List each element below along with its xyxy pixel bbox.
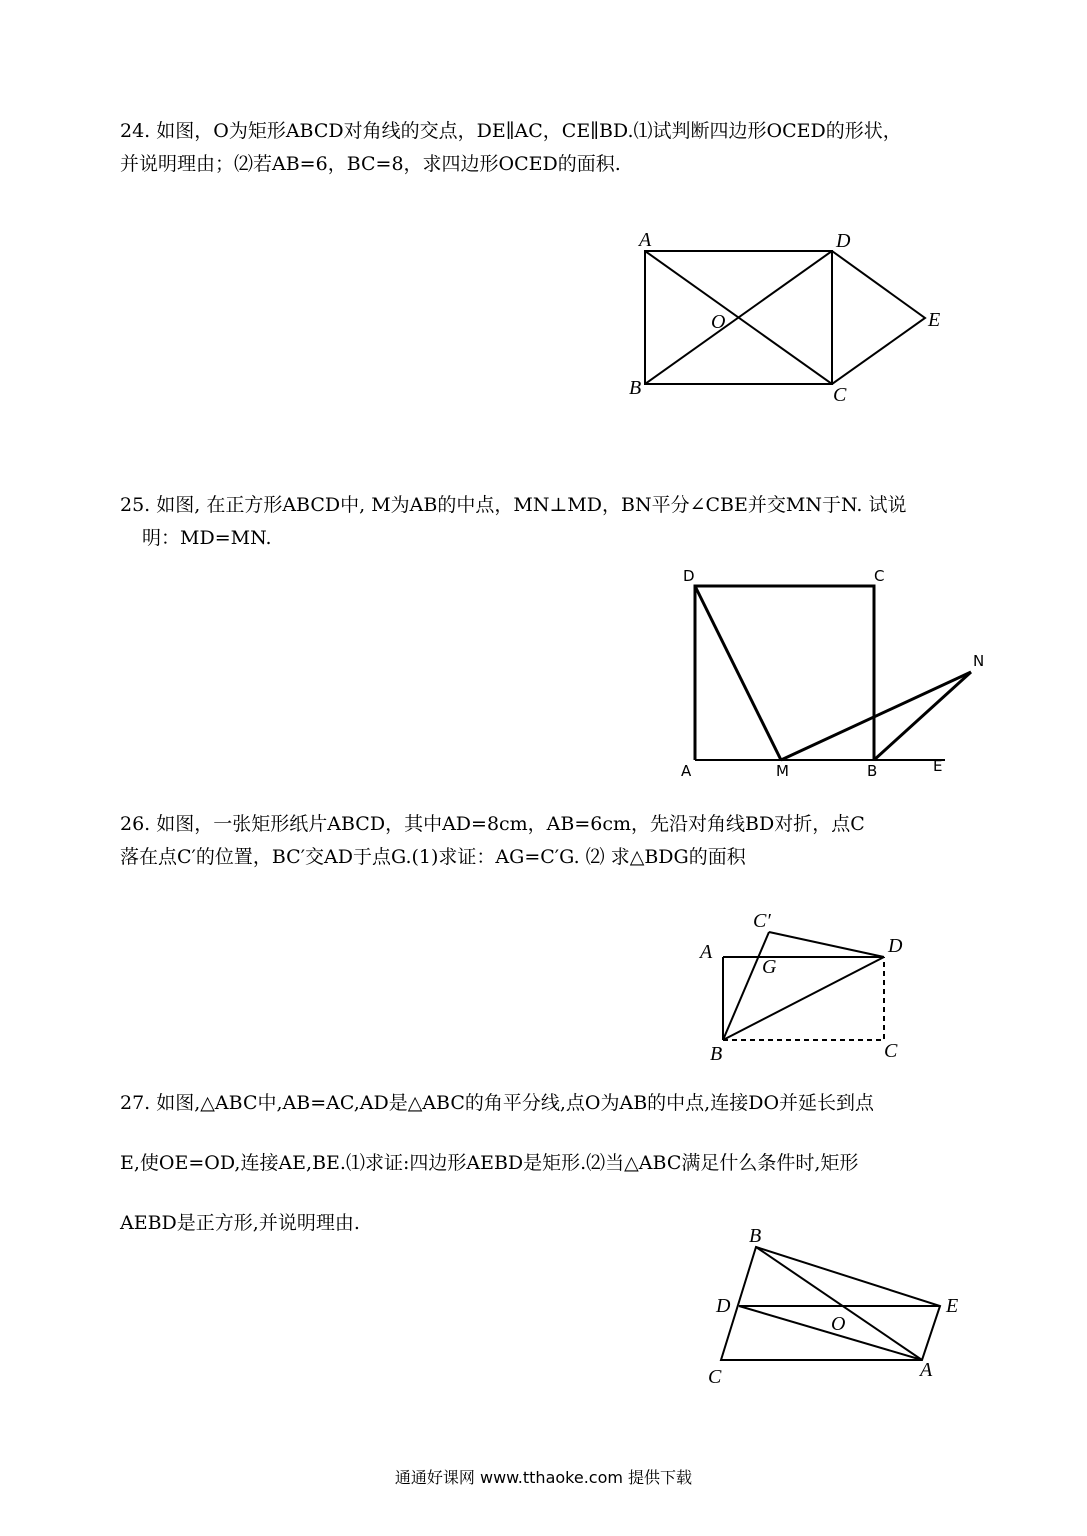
fig25-label-c: C bbox=[874, 567, 885, 585]
fig25-label-m: M bbox=[776, 762, 789, 780]
fig24-label-o: O bbox=[711, 311, 726, 333]
problem-26-line-2: 落在点C′的位置，BC′交AD于点G.(1)求证：AG=C′G. ⑵ 求△BDG的面积 bbox=[120, 846, 746, 868]
segment-ba bbox=[756, 1247, 922, 1360]
fig26-label-a: A bbox=[700, 941, 713, 963]
fig24-label-e: E bbox=[928, 309, 941, 331]
diagonal-bd bbox=[723, 957, 884, 1040]
fig25-label-n: N bbox=[973, 652, 985, 670]
fig26-label-b: B bbox=[710, 1043, 723, 1065]
fig24-label-c: C bbox=[833, 384, 847, 406]
fig24-label-d: D bbox=[836, 230, 851, 252]
problem-27-line-2: E,使OE=OD,连接AE,BE.⑴求证:四边形AEBD是矩形.⑵当△ABC满足什么条件时,矩形 bbox=[120, 1152, 859, 1174]
fig26-label-c-prime: C′ bbox=[753, 910, 771, 932]
outline-b-e-a-c bbox=[721, 1247, 940, 1360]
figure-25 bbox=[695, 586, 971, 760]
figure-26 bbox=[723, 932, 884, 1040]
segment-bc-prime bbox=[723, 932, 769, 1040]
segment-dm bbox=[695, 586, 781, 760]
problem-25-line-2: 明：MD=MN. bbox=[142, 527, 272, 549]
fig24-label-a: A bbox=[639, 229, 652, 251]
segment-mn bbox=[781, 672, 971, 760]
fig27-label-b: B bbox=[749, 1225, 762, 1247]
problem-24-line-1: 24. 如图，O为矩形ABCD对角线的交点，DE∥AC，CE∥BD.⑴试判断四边形OCED的形状， bbox=[120, 120, 902, 142]
fig27-label-e: E bbox=[946, 1295, 959, 1317]
fig24-label-b: B bbox=[629, 377, 642, 399]
problem-27-line-3: AEBD是正方形,并说明理由. bbox=[120, 1212, 360, 1234]
page-footer: 通通好课网 www.tthaoke.com 提供下载 bbox=[394, 1468, 693, 1487]
fig27-label-a: A bbox=[920, 1359, 933, 1381]
problem-27-line-1: 27. 如图,△ABC中,AB=AC,AD是△ABC的角平分线,点O为AB的中点,连接DO并延长到点 bbox=[120, 1092, 875, 1114]
segment-bn bbox=[874, 672, 971, 760]
fig25-label-b: B bbox=[867, 762, 878, 780]
fig26-label-g: G bbox=[762, 956, 777, 978]
segment-c-prime-d bbox=[769, 932, 884, 957]
figure-24 bbox=[645, 251, 925, 384]
figure-27 bbox=[721, 1247, 940, 1360]
fig25-label-d: D bbox=[683, 567, 695, 585]
problem-24-line-2: 并说明理由；⑵若AB=6，BC=8，求四边形OCED的面积. bbox=[120, 153, 621, 175]
fig27-label-d: D bbox=[716, 1295, 731, 1317]
fig27-label-o: O bbox=[831, 1313, 846, 1335]
sides-de-ec bbox=[832, 251, 925, 384]
fig25-label-e: E bbox=[933, 757, 943, 775]
problem-25-line-1: 25. 如图, 在正方形ABCD中, M为AB的中点，MN⊥MD，BN平分∠CBE并交MN于N. 试说 bbox=[120, 494, 907, 516]
fig27-label-c: C bbox=[708, 1366, 722, 1388]
fig26-label-d: D bbox=[888, 935, 903, 957]
fig26-label-c: C bbox=[884, 1040, 898, 1062]
square-sides bbox=[695, 586, 874, 760]
fig25-label-a: A bbox=[681, 762, 692, 780]
problem-26-line-1: 26. 如图，一张矩形纸片ABCD，其中AD=8cm，AB=6cm，先沿对角线BD对折，点C bbox=[120, 813, 865, 835]
